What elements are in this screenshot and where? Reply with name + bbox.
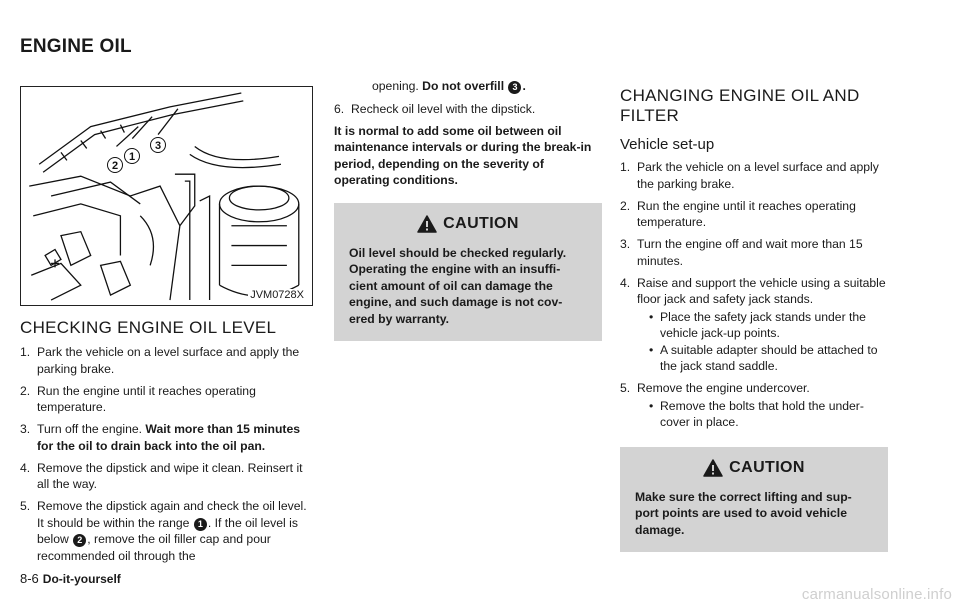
step-text: opening. [372, 79, 423, 93]
step-text: Raise and support the vehicle using a suitable floor jack and safety jack stands. [637, 275, 886, 306]
bullet-item: • A suitable adapter should be attached to the jack stand saddle. [643, 342, 888, 375]
step-text: Park the vehicle on a level surface and apply the parking brake. [37, 345, 300, 376]
step-number: 1. [620, 160, 631, 174]
changing-steps [620, 159, 888, 431]
column-middle [334, 78, 602, 341]
step-number: 4. [20, 460, 31, 475]
checking-step-3 [20, 421, 313, 454]
bullet-item: • Place the safety jack stands under the vehicle jack-up points. [643, 309, 888, 342]
step-number: 1. [20, 345, 31, 359]
checking-step-5-continued [334, 78, 602, 95]
caution-header [635, 459, 873, 477]
step-text: Remove the dipstick again and check the oil level. It should be within the range [37, 499, 307, 530]
callout-1-ref: 1 [194, 518, 207, 531]
checking-note: It is normal to add some oil between oil maintenance intervals or during the break-in period, depending on the severity of operating conditions. [334, 123, 592, 187]
callout-3: 3 [150, 137, 166, 153]
changing-step-4 [620, 275, 888, 375]
caution-box-lifting [620, 447, 888, 553]
step-number: 2. [620, 198, 631, 213]
step-text: Remove the dipstick and wipe it clean. Reinsert it all the way. [37, 460, 303, 491]
step-emphasis: Wait more than 15 minutes for the oil to drain back into the oil pan. [37, 422, 301, 453]
step-number: 3. [20, 422, 31, 436]
checking-step-6 [334, 101, 602, 118]
section-title-checking: CHECKING ENGINE OIL LEVEL [20, 318, 277, 337]
step-emphasis: Do not overfill [422, 79, 508, 93]
changing-step-3 [620, 236, 888, 269]
step-number: 2. [20, 383, 31, 398]
checking-step-5 [20, 498, 313, 564]
column-right [620, 86, 888, 552]
step-text: Run the engine until it reaches operating temperature. [637, 198, 856, 229]
callout-1: 1 [124, 148, 140, 164]
step-number: 4. [620, 275, 631, 290]
step-text: , remove the oil filler cap and pour recommended oil through the [37, 532, 271, 563]
footer-section-title: Do-it-yourself [42, 572, 121, 586]
subsection-title-vehicle-setup: Vehicle set-up [620, 136, 715, 153]
page-footer [20, 571, 121, 586]
caution-heading: CAUTION [729, 458, 805, 476]
figure-code: JVM0728X [250, 289, 304, 301]
callout-2-ref: 2 [73, 534, 86, 547]
checking-steps [20, 344, 313, 564]
step-text: Turn the engine off and wait more than 15 minutes. [637, 237, 863, 268]
step-text: Park the vehicle on a level surface and apply the parking brake. [637, 160, 879, 191]
checking-step-2 [20, 383, 313, 416]
callout-3-ref: 3 [508, 81, 521, 94]
changing-step-5-bullets [637, 398, 888, 431]
warning-icon [703, 459, 723, 477]
step-text: Recheck oil level with the dipstick. [351, 101, 536, 116]
checking-step-4 [20, 460, 313, 493]
changing-step-1 [620, 159, 888, 192]
changing-step-4-bullets [637, 309, 888, 375]
watermark: carmanualsonline.info [801, 586, 952, 603]
warning-icon [417, 215, 437, 233]
callout-2: 2 [107, 157, 123, 173]
step-emphasis: . [522, 79, 526, 93]
engine-oil-dipstick-illustration [20, 86, 313, 306]
caution-text: Make sure the correct lifting and sup-port points are used to avoid vehicle damage. [635, 489, 852, 537]
engine-bay-drawing [21, 87, 312, 305]
step-number: 5. [20, 499, 31, 513]
step-text: . If the oil level is below [37, 515, 298, 546]
checking-step-1 [20, 344, 313, 377]
step-number: 5. [620, 381, 631, 395]
section-title-changing: CHANGING ENGINE OIL AND FILTER [620, 86, 860, 125]
caution-text: Oil level should be checked regularly. Operating the engine with an insuffi-cient amount of oil can damage the engine, and such damage is not cov-ered by warranty. [349, 245, 567, 326]
page-title: ENGINE OIL [20, 36, 132, 57]
caution-heading: CAUTION [443, 214, 519, 232]
step-text: Remove the engine undercover. [637, 381, 810, 395]
step-text: Turn off the engine. [37, 422, 146, 436]
step-text: Run the engine until it reaches operating temperature. [37, 383, 256, 414]
changing-step-5 [620, 380, 888, 431]
page-number: 8-6 [20, 571, 39, 586]
step-number: 6. [334, 101, 345, 116]
changing-step-2 [620, 198, 888, 231]
step-number: 3. [620, 237, 631, 251]
caution-box-oil-level [334, 203, 602, 342]
bullet-item: • Remove the bolts that hold the under-cover in place. [643, 398, 888, 431]
checking-steps-cont [334, 101, 602, 118]
caution-header [349, 215, 587, 233]
column-left [20, 86, 313, 570]
